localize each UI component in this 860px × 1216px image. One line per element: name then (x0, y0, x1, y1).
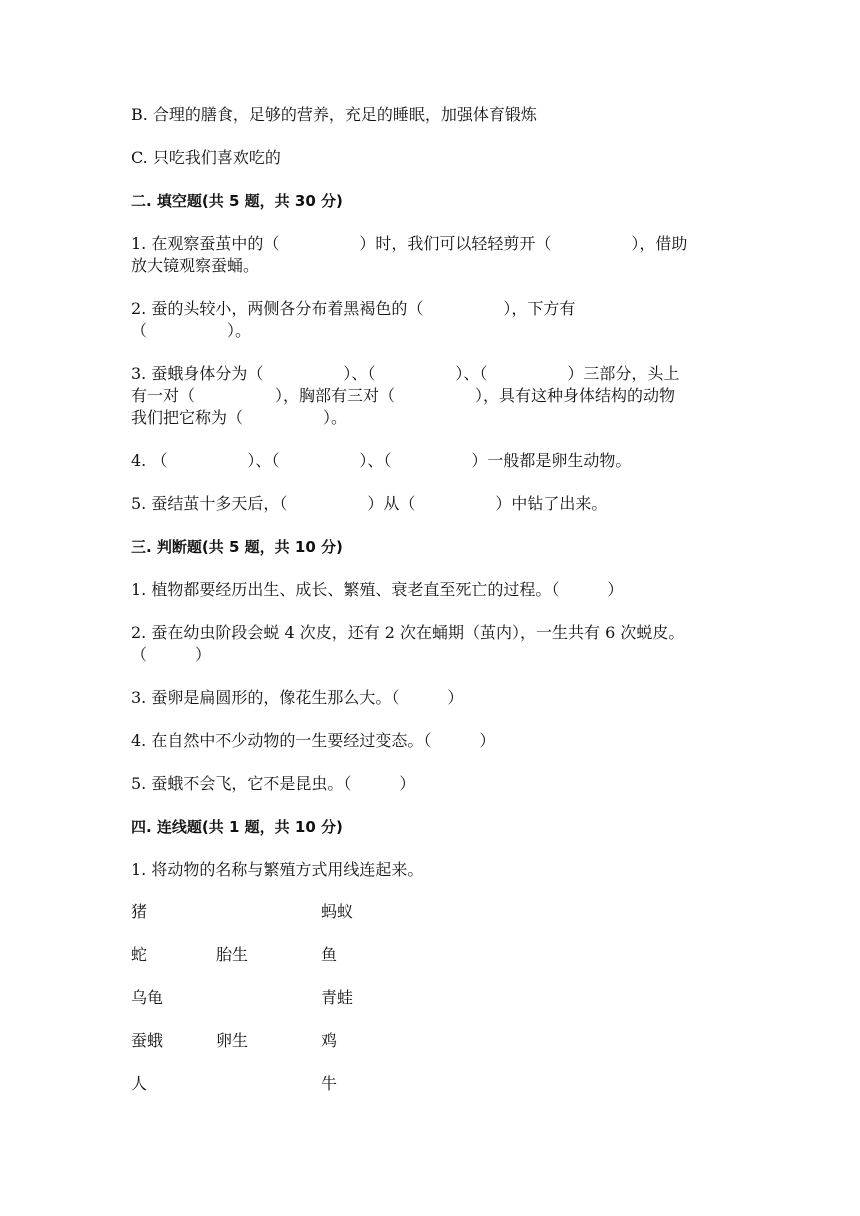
matching-right-item: 牛 (321, 1074, 338, 1093)
fill-q1-line2: 放大镜观察蚕蛹。 (131, 256, 260, 275)
tf-q4: 4. 在自然中不少动物的一生要经过变态。（ ） (131, 731, 496, 750)
matching-left-item: 猪 (131, 902, 148, 921)
tf-q2-line2: （ ） (131, 645, 212, 664)
fill-q3-line1: 3. 蚕蛾身体分为（ ）、（ ）、（ ）三部分，头上 (131, 364, 680, 383)
matching-right-item: 鸡 (321, 1031, 338, 1050)
section-heading-true-false: 三. 判断题(共 5 题，共 10 分) (131, 538, 343, 556)
matching-left-item: 乌龟 (131, 988, 164, 1007)
matching-right-item: 青蛙 (321, 988, 354, 1007)
matching-left-item: 蚕蛾 (131, 1031, 164, 1050)
fill-q2-line2: （ ）。 (131, 321, 252, 340)
option-c: C. 只吃我们喜欢吃的 (131, 148, 281, 167)
matching-right-item: 鱼 (321, 945, 338, 964)
tf-q3: 3. 蚕卵是扁圆形的，像花生那么大。（ ） (131, 688, 464, 707)
tf-q1: 1. 植物都要经历出生、成长、繁殖、衰老直至死亡的过程。（ ） (131, 580, 624, 599)
fill-q1-line1: 1. 在观察蚕茧中的（ ）时，我们可以轻轻剪开（ ），借助 (131, 234, 688, 253)
matching-middle-item: 卵生 (216, 1031, 249, 1050)
fill-q5: 5. 蚕结茧十多天后，（ ）从（ ）中钻了出来。 (131, 494, 608, 513)
tf-q2-line1: 2. 蚕在幼虫阶段会蜕 4 次皮，还有 2 次在蛹期（茧内），一生共有 6 次蜕皮。 (131, 623, 685, 642)
fill-q4: 4. （ ）、（ ）、（ ）一般都是卵生动物。 (131, 451, 632, 470)
section-heading-fill-blank: 二. 填空题(共 5 题，共 30 分) (131, 192, 343, 210)
section-heading-matching: 四. 连线题(共 1 题，共 10 分) (131, 818, 343, 836)
fill-q3-line3: 我们把它称为（ ）。 (131, 408, 348, 427)
fill-q3-line2: 有一对（ ），胸部有三对（ ），具有这种身体结构的动物 (131, 386, 676, 405)
matching-right-item: 蚂蚁 (321, 902, 354, 921)
matching-left-item: 蛇 (131, 945, 148, 964)
matching-q1: 1. 将动物的名称与繁殖方式用线连起来。 (131, 860, 424, 879)
tf-q5: 5. 蚕蛾不会飞，它不是昆虫。（ ） (131, 774, 416, 793)
option-b: B. 合理的膳食，足够的营养，充足的睡眠，加强体育锻炼 (131, 105, 537, 124)
matching-left-item: 人 (131, 1074, 148, 1093)
matching-middle-item: 胎生 (216, 945, 249, 964)
fill-q2-line1: 2. 蚕的头较小，两侧各分布着黑褐色的（ ），下方有 (131, 299, 576, 318)
